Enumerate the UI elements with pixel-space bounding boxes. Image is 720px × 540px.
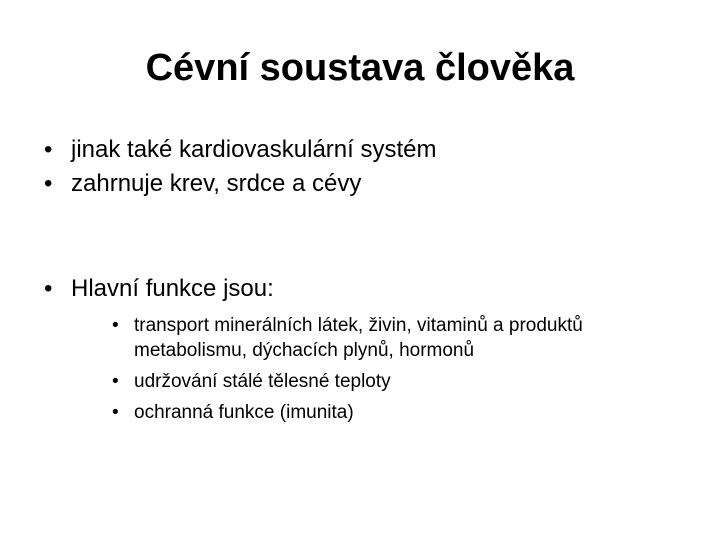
sub-list-item [112, 313, 692, 363]
bullet-list-functions [44, 272, 274, 306]
sub-list-item-text: transport minerálních látek, živin, vitaminů a produktů metabolismu, dýchacích plynů, hormonů [134, 315, 583, 361]
list-item [44, 272, 274, 306]
slide-title: Cévní soustava člověka [145, 47, 575, 89]
bullet-icon: • [112, 371, 119, 392]
bullet-icon: • [44, 136, 53, 163]
bullet-icon: • [44, 275, 53, 302]
bullet-list-intro [44, 133, 436, 201]
sub-bullet-list [112, 313, 692, 431]
list-item-text: zahrnuje krev, srdce a cévy [71, 170, 362, 197]
list-item-text: jinak také kardiovaskulární systém [71, 136, 437, 163]
list-item [44, 167, 436, 201]
list-item [44, 133, 436, 167]
sub-list-item [112, 369, 692, 394]
sub-list-item-text: udržování stálé tělesné teploty [134, 371, 391, 392]
bullet-icon: • [112, 402, 119, 423]
bullet-icon: • [44, 170, 53, 197]
list-item-text: Hlavní funkce jsou: [71, 275, 274, 302]
sub-list-item-text: ochranná funkce (imunita) [134, 402, 354, 423]
sub-list-item [112, 400, 692, 425]
bullet-icon: • [112, 315, 119, 336]
